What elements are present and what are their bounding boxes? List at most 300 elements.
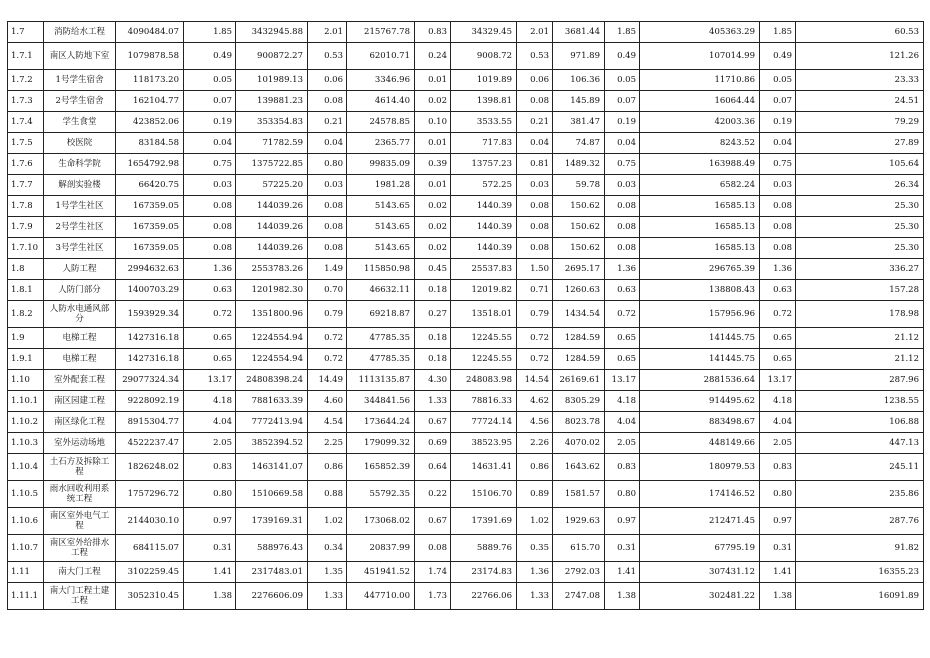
amount-cell: 29077324.34	[116, 370, 184, 391]
amount-cell: 1593929.34	[116, 301, 184, 328]
amount-cell: 8915304.77	[116, 412, 184, 433]
percent-cell: 0.45	[415, 259, 451, 280]
amount-cell: 1434.54	[553, 301, 605, 328]
amount-cell: 3681.44	[553, 22, 605, 43]
amount-cell: 107014.99	[640, 43, 760, 70]
amount-cell: 1224554.94	[236, 328, 308, 349]
item-name: 室外配套工程	[44, 370, 116, 391]
percent-cell: 0.80	[184, 481, 236, 508]
percent-cell: 0.63	[184, 280, 236, 301]
item-code: 1.7.4	[8, 112, 44, 133]
percent-cell: 0.04	[760, 133, 796, 154]
percent-cell: 0.49	[605, 43, 640, 70]
percent-cell: 0.19	[760, 112, 796, 133]
amount-cell: 118173.20	[116, 70, 184, 91]
percent-cell: 0.65	[184, 328, 236, 349]
percent-cell: 0.03	[605, 175, 640, 196]
amount-cell: 174146.52	[640, 481, 760, 508]
amount-cell: 20837.99	[347, 535, 415, 562]
table-row	[8, 454, 924, 481]
percent-cell: 0.08	[308, 196, 347, 217]
amount-cell: 336.27	[796, 259, 924, 280]
percent-cell: 0.02	[415, 196, 451, 217]
item-name: 人防水电通风部分	[44, 301, 116, 328]
amount-cell: 1284.59	[553, 349, 605, 370]
amount-cell: 144039.26	[236, 217, 308, 238]
amount-cell: 2317483.01	[236, 562, 308, 583]
percent-cell: 4.54	[308, 412, 347, 433]
table-row	[8, 259, 924, 280]
amount-cell: 2144030.10	[116, 508, 184, 535]
amount-cell: 12019.82	[451, 280, 517, 301]
amount-cell: 26.34	[796, 175, 924, 196]
amount-cell: 2276606.09	[236, 583, 308, 610]
amount-cell: 212471.45	[640, 508, 760, 535]
amount-cell: 1238.55	[796, 391, 924, 412]
amount-cell: 1375722.85	[236, 154, 308, 175]
amount-cell: 1019.89	[451, 70, 517, 91]
item-code: 1.8.1	[8, 280, 44, 301]
percent-cell: 2.26	[517, 433, 553, 454]
amount-cell: 23174.83	[451, 562, 517, 583]
amount-cell: 7881633.39	[236, 391, 308, 412]
amount-cell: 1440.39	[451, 196, 517, 217]
percent-cell: 0.79	[517, 301, 553, 328]
percent-cell: 0.65	[184, 349, 236, 370]
amount-cell: 4522237.47	[116, 433, 184, 454]
amount-cell: 106.36	[553, 70, 605, 91]
item-name: 校医院	[44, 133, 116, 154]
amount-cell: 163988.49	[640, 154, 760, 175]
percent-cell: 0.79	[308, 301, 347, 328]
amount-cell: 157.28	[796, 280, 924, 301]
percent-cell: 0.80	[760, 481, 796, 508]
amount-cell: 1581.57	[553, 481, 605, 508]
amount-cell: 3852394.52	[236, 433, 308, 454]
amount-cell: 47785.35	[347, 328, 415, 349]
table-row	[8, 154, 924, 175]
amount-cell: 1463141.07	[236, 454, 308, 481]
amount-cell: 717.83	[451, 133, 517, 154]
amount-cell: 1427316.18	[116, 349, 184, 370]
percent-cell: 0.07	[760, 91, 796, 112]
percent-cell: 0.65	[760, 328, 796, 349]
percent-cell: 0.65	[760, 349, 796, 370]
percent-cell: 0.08	[517, 196, 553, 217]
amount-cell: 451941.52	[347, 562, 415, 583]
amount-cell: 4070.02	[553, 433, 605, 454]
table-row	[8, 238, 924, 259]
percent-cell: 1.41	[184, 562, 236, 583]
item-code: 1.10.5	[8, 481, 44, 508]
amount-cell: 167359.05	[116, 196, 184, 217]
item-name: 南大门工程土建工程	[44, 583, 116, 610]
percent-cell: 0.08	[605, 217, 640, 238]
percent-cell: 0.02	[415, 217, 451, 238]
amount-cell: 42003.36	[640, 112, 760, 133]
percent-cell: 0.19	[605, 112, 640, 133]
item-name: 学生食堂	[44, 112, 116, 133]
amount-cell: 16585.13	[640, 217, 760, 238]
amount-cell: 248083.98	[451, 370, 517, 391]
amount-cell: 2747.08	[553, 583, 605, 610]
item-code: 1.10.7	[8, 535, 44, 562]
table-row	[8, 508, 924, 535]
percent-cell: 4.04	[760, 412, 796, 433]
percent-cell: 0.97	[184, 508, 236, 535]
percent-cell: 0.03	[308, 175, 347, 196]
item-code: 1.10.1	[8, 391, 44, 412]
percent-cell: 0.10	[415, 112, 451, 133]
item-name: 电梯工程	[44, 328, 116, 349]
amount-cell: 16355.23	[796, 562, 924, 583]
table-row	[8, 70, 924, 91]
percent-cell: 0.83	[415, 22, 451, 43]
percent-cell: 4.62	[517, 391, 553, 412]
amount-cell: 1201982.30	[236, 280, 308, 301]
amount-cell: 1398.81	[451, 91, 517, 112]
item-code: 1.10.4	[8, 454, 44, 481]
percent-cell: 0.72	[605, 301, 640, 328]
percent-cell: 1.36	[517, 562, 553, 583]
item-code: 1.10.6	[8, 508, 44, 535]
item-name: 2号学生宿舍	[44, 91, 116, 112]
item-code: 1.7.9	[8, 217, 44, 238]
amount-cell: 139881.23	[236, 91, 308, 112]
amount-cell: 381.47	[553, 112, 605, 133]
percent-cell: 1.85	[184, 22, 236, 43]
amount-cell: 21.12	[796, 328, 924, 349]
amount-cell: 5889.76	[451, 535, 517, 562]
percent-cell: 0.39	[415, 154, 451, 175]
amount-cell: 180979.53	[640, 454, 760, 481]
percent-cell: 0.72	[308, 328, 347, 349]
amount-cell: 1351800.96	[236, 301, 308, 328]
table-row	[8, 412, 924, 433]
percent-cell: 2.05	[760, 433, 796, 454]
percent-cell: 0.18	[415, 349, 451, 370]
amount-cell: 150.62	[553, 238, 605, 259]
percent-cell: 0.04	[308, 133, 347, 154]
amount-cell: 7772413.94	[236, 412, 308, 433]
amount-cell: 447710.00	[347, 583, 415, 610]
percent-cell: 0.86	[308, 454, 347, 481]
amount-cell: 60.53	[796, 22, 924, 43]
percent-cell: 0.86	[517, 454, 553, 481]
amount-cell: 2881536.64	[640, 370, 760, 391]
percent-cell: 0.31	[760, 535, 796, 562]
amount-cell: 179099.32	[347, 433, 415, 454]
percent-cell: 0.08	[308, 91, 347, 112]
amount-cell: 1643.62	[553, 454, 605, 481]
percent-cell: 0.49	[760, 43, 796, 70]
amount-cell: 62010.71	[347, 43, 415, 70]
table-row	[8, 22, 924, 43]
item-code: 1.7.8	[8, 196, 44, 217]
item-code: 1.9.1	[8, 349, 44, 370]
table-row	[8, 196, 924, 217]
percent-cell: 4.30	[415, 370, 451, 391]
amount-cell: 16585.13	[640, 196, 760, 217]
amount-cell: 150.62	[553, 217, 605, 238]
percent-cell: 1.73	[415, 583, 451, 610]
percent-cell: 0.65	[605, 349, 640, 370]
percent-cell: 0.83	[605, 454, 640, 481]
table-row	[8, 175, 924, 196]
amount-cell: 344841.56	[347, 391, 415, 412]
amount-cell: 2553783.26	[236, 259, 308, 280]
amount-cell: 8243.52	[640, 133, 760, 154]
table-row	[8, 217, 924, 238]
percent-cell: 0.02	[415, 91, 451, 112]
amount-cell: 6582.24	[640, 175, 760, 196]
item-code: 1.7.6	[8, 154, 44, 175]
percent-cell: 2.25	[308, 433, 347, 454]
item-name: 生命科学院	[44, 154, 116, 175]
table-row	[8, 280, 924, 301]
amount-cell: 5143.65	[347, 238, 415, 259]
percent-cell: 0.04	[605, 133, 640, 154]
item-name: 人防门部分	[44, 280, 116, 301]
percent-cell: 0.05	[605, 70, 640, 91]
percent-cell: 0.88	[308, 481, 347, 508]
percent-cell: 1.02	[308, 508, 347, 535]
percent-cell: 1.33	[517, 583, 553, 610]
amount-cell: 144039.26	[236, 238, 308, 259]
amount-cell: 11710.86	[640, 70, 760, 91]
amount-cell: 162104.77	[116, 91, 184, 112]
percent-cell: 0.72	[517, 328, 553, 349]
amount-cell: 38523.95	[451, 433, 517, 454]
amount-cell: 178.98	[796, 301, 924, 328]
percent-cell: 0.02	[415, 238, 451, 259]
percent-cell: 4.04	[184, 412, 236, 433]
item-code: 1.7.1	[8, 43, 44, 70]
amount-cell: 588976.43	[236, 535, 308, 562]
item-code: 1.7.10	[8, 238, 44, 259]
percent-cell: 0.35	[517, 535, 553, 562]
amount-cell: 15106.70	[451, 481, 517, 508]
percent-cell: 0.27	[415, 301, 451, 328]
amount-cell: 353354.83	[236, 112, 308, 133]
amount-cell: 1739169.31	[236, 508, 308, 535]
percent-cell: 4.18	[605, 391, 640, 412]
amount-cell: 1224554.94	[236, 349, 308, 370]
table-body	[8, 22, 924, 610]
percent-cell: 1.50	[517, 259, 553, 280]
amount-cell: 57225.20	[236, 175, 308, 196]
percent-cell: 0.65	[605, 328, 640, 349]
percent-cell: 0.08	[517, 217, 553, 238]
amount-cell: 2792.03	[553, 562, 605, 583]
amount-cell: 4090484.07	[116, 22, 184, 43]
amount-cell: 914495.62	[640, 391, 760, 412]
percent-cell: 0.19	[184, 112, 236, 133]
amount-cell: 307431.12	[640, 562, 760, 583]
percent-cell: 1.33	[308, 583, 347, 610]
amount-cell: 423852.06	[116, 112, 184, 133]
percent-cell: 0.08	[760, 217, 796, 238]
percent-cell: 0.75	[605, 154, 640, 175]
percent-cell: 0.08	[308, 217, 347, 238]
amount-cell: 115850.98	[347, 259, 415, 280]
percent-cell: 0.03	[517, 175, 553, 196]
percent-cell: 1.35	[308, 562, 347, 583]
percent-cell: 13.17	[184, 370, 236, 391]
amount-cell: 25.30	[796, 238, 924, 259]
amount-cell: 138808.43	[640, 280, 760, 301]
amount-cell: 13518.01	[451, 301, 517, 328]
percent-cell: 0.06	[517, 70, 553, 91]
amount-cell: 1440.39	[451, 238, 517, 259]
percent-cell: 4.18	[184, 391, 236, 412]
percent-cell: 0.72	[308, 349, 347, 370]
amount-cell: 3432945.88	[236, 22, 308, 43]
percent-cell: 0.75	[760, 154, 796, 175]
percent-cell: 0.05	[184, 70, 236, 91]
percent-cell: 1.74	[415, 562, 451, 583]
item-code: 1.7.5	[8, 133, 44, 154]
percent-cell: 0.08	[760, 196, 796, 217]
amount-cell: 24.51	[796, 91, 924, 112]
percent-cell: 0.89	[517, 481, 553, 508]
item-name: 2号学生社区	[44, 217, 116, 238]
percent-cell: 14.49	[308, 370, 347, 391]
amount-cell: 1929.63	[553, 508, 605, 535]
item-name: 电梯工程	[44, 349, 116, 370]
percent-cell: 0.70	[308, 280, 347, 301]
amount-cell: 1400703.29	[116, 280, 184, 301]
percent-cell: 1.33	[415, 391, 451, 412]
percent-cell: 0.08	[517, 91, 553, 112]
item-name: 解剖实验楼	[44, 175, 116, 196]
amount-cell: 79.29	[796, 112, 924, 133]
percent-cell: 0.75	[184, 154, 236, 175]
percent-cell: 0.71	[517, 280, 553, 301]
item-name: 消防给水工程	[44, 22, 116, 43]
item-code: 1.11.1	[8, 583, 44, 610]
percent-cell: 0.08	[308, 238, 347, 259]
amount-cell: 144039.26	[236, 196, 308, 217]
percent-cell: 13.17	[760, 370, 796, 391]
percent-cell: 0.31	[605, 535, 640, 562]
amount-cell: 165852.39	[347, 454, 415, 481]
item-code: 1.10.3	[8, 433, 44, 454]
item-name: 南区园建工程	[44, 391, 116, 412]
amount-cell: 78816.33	[451, 391, 517, 412]
percent-cell: 0.63	[760, 280, 796, 301]
amount-cell: 296765.39	[640, 259, 760, 280]
amount-cell: 150.62	[553, 196, 605, 217]
amount-cell: 105.64	[796, 154, 924, 175]
percent-cell: 4.56	[517, 412, 553, 433]
percent-cell: 0.97	[760, 508, 796, 535]
amount-cell: 302481.22	[640, 583, 760, 610]
amount-cell: 215767.78	[347, 22, 415, 43]
percent-cell: 0.21	[517, 112, 553, 133]
amount-cell: 23.33	[796, 70, 924, 91]
amount-cell: 22766.06	[451, 583, 517, 610]
amount-cell: 13757.23	[451, 154, 517, 175]
percent-cell: 1.38	[605, 583, 640, 610]
item-name: 室外运动场地	[44, 433, 116, 454]
amount-cell: 1757296.72	[116, 481, 184, 508]
item-name: 南区绿化工程	[44, 412, 116, 433]
table-row	[8, 112, 924, 133]
table-row	[8, 583, 924, 610]
percent-cell: 0.80	[605, 481, 640, 508]
percent-cell: 14.54	[517, 370, 553, 391]
percent-cell: 0.22	[415, 481, 451, 508]
table-row	[8, 562, 924, 583]
percent-cell: 4.04	[605, 412, 640, 433]
amount-cell: 25.30	[796, 196, 924, 217]
amount-cell: 141445.75	[640, 349, 760, 370]
percent-cell: 0.24	[415, 43, 451, 70]
item-name: 南大门工程	[44, 562, 116, 583]
amount-cell: 3102259.45	[116, 562, 184, 583]
amount-cell: 900872.27	[236, 43, 308, 70]
amount-cell: 287.76	[796, 508, 924, 535]
percent-cell: 0.03	[760, 175, 796, 196]
percent-cell: 0.08	[184, 238, 236, 259]
percent-cell: 1.85	[605, 22, 640, 43]
table-row	[8, 349, 924, 370]
item-name: 1号学生宿舍	[44, 70, 116, 91]
amount-cell: 12245.55	[451, 328, 517, 349]
percent-cell: 0.01	[415, 70, 451, 91]
percent-cell: 0.05	[760, 70, 796, 91]
amount-cell: 1079878.58	[116, 43, 184, 70]
amount-cell: 5143.65	[347, 196, 415, 217]
percent-cell: 1.41	[605, 562, 640, 583]
item-code: 1.8	[8, 259, 44, 280]
amount-cell: 17391.69	[451, 508, 517, 535]
table-row	[8, 391, 924, 412]
percent-cell: 0.97	[605, 508, 640, 535]
amount-cell: 3346.96	[347, 70, 415, 91]
item-name: 1号学生社区	[44, 196, 116, 217]
amount-cell: 1654792.98	[116, 154, 184, 175]
percent-cell: 0.04	[517, 133, 553, 154]
amount-cell: 121.26	[796, 43, 924, 70]
amount-cell: 16091.89	[796, 583, 924, 610]
amount-cell: 99835.09	[347, 154, 415, 175]
amount-cell: 1826248.02	[116, 454, 184, 481]
item-name: 人防工程	[44, 259, 116, 280]
percent-cell: 0.81	[517, 154, 553, 175]
amount-cell: 1427316.18	[116, 328, 184, 349]
amount-cell: 101989.13	[236, 70, 308, 91]
amount-cell: 1510669.58	[236, 481, 308, 508]
amount-cell: 615.70	[553, 535, 605, 562]
percent-cell: 0.18	[415, 280, 451, 301]
table-row	[8, 433, 924, 454]
percent-cell: 0.64	[415, 454, 451, 481]
percent-cell: 0.72	[184, 301, 236, 328]
amount-cell: 971.89	[553, 43, 605, 70]
table-row	[8, 481, 924, 508]
amount-cell: 5143.65	[347, 217, 415, 238]
percent-cell: 0.03	[184, 175, 236, 196]
percent-cell: 0.08	[760, 238, 796, 259]
amount-cell: 26169.61	[553, 370, 605, 391]
amount-cell: 14631.41	[451, 454, 517, 481]
percent-cell: 0.72	[760, 301, 796, 328]
percent-cell: 0.34	[308, 535, 347, 562]
amount-cell: 1981.28	[347, 175, 415, 196]
percent-cell: 2.01	[308, 22, 347, 43]
